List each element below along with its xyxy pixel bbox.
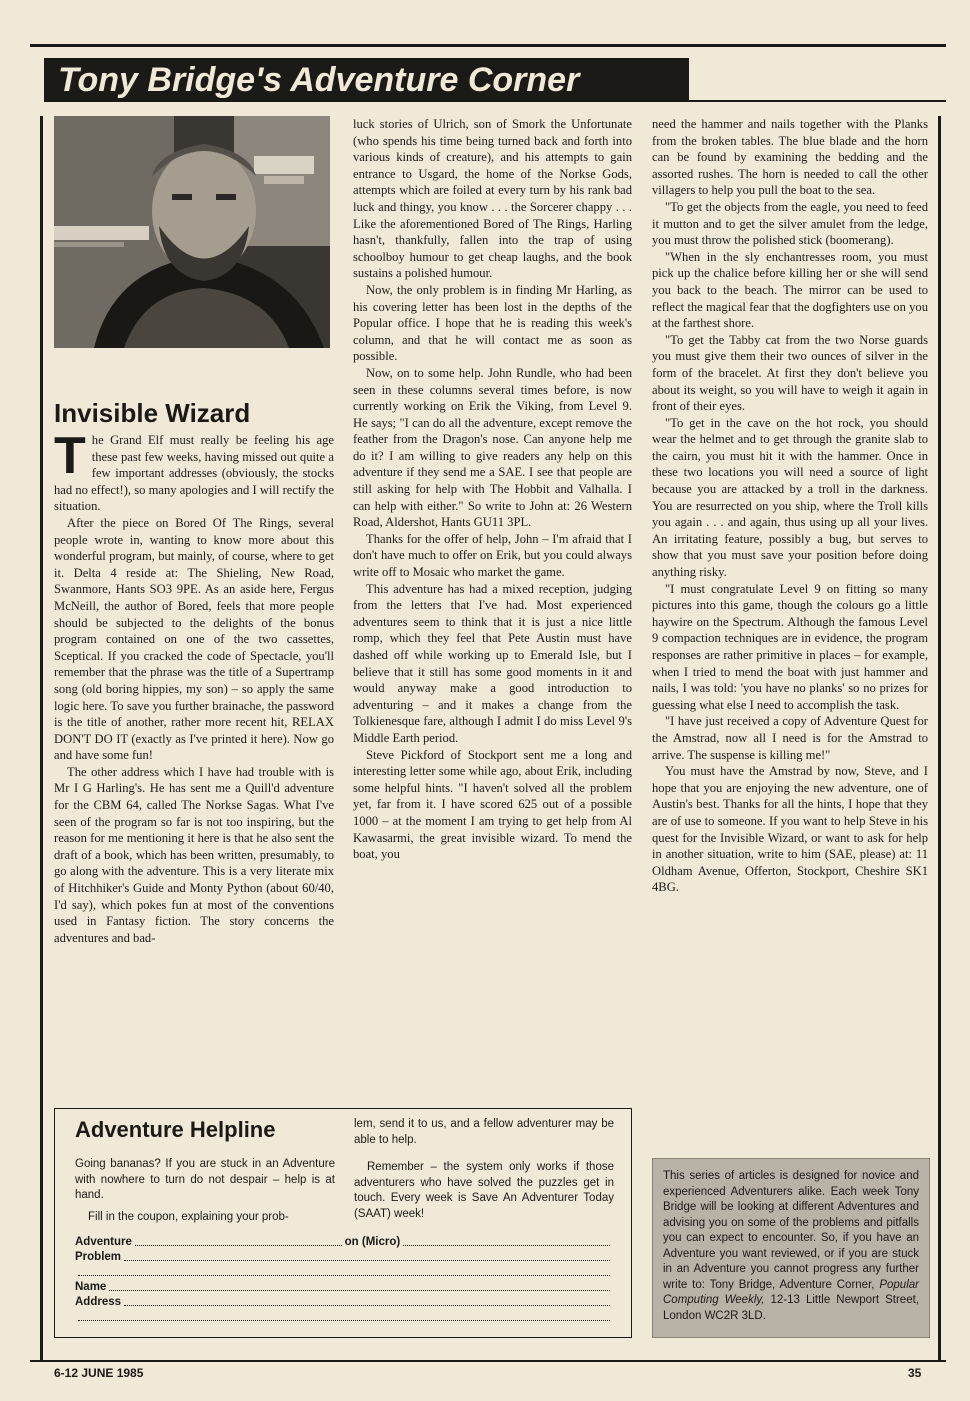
paragraph: Now, on to some help. John Rundle, who had been seen in these columns several times before, is now currently working on Erik the Viking, from Level 9. He says; "I can do all the adventure, except remove the feather from the Dragon's nose. Can anyone help me do it? I am willing to give readers any help on this adventure if they send me a SAE. I see that people are still asking for help with The Hobbit and Valhalla. I can help with either." So write to John at: 26 Western Road, Aldershot, Hants GU11 3PL. bbox=[353, 365, 632, 530]
right-column-rule bbox=[938, 116, 941, 1361]
coupon-adventure-label: Adventure bbox=[75, 1236, 132, 1248]
helpline-coupon bbox=[75, 1235, 613, 1325]
paragraph: "To get the Tabby cat from the two Norse guards you must give them their two ounces of silver in the form of the bracelet. At first they don't believe you about its weight, so you will have to weigh it again in front of their eyes. bbox=[652, 332, 928, 414]
helpline-paragraph: Going bananas? If you are stuck in an Adventure with nowhere to turn do not despair – help is at hand. bbox=[75, 1158, 335, 1201]
paragraph: need the hammer and nails together with the Planks from the broken tables. The blue blade and the horn can be found by examining the bedding and the assorted rushes. The horn is needed to call the other villagers to help you pull the boat to the sea. bbox=[652, 117, 928, 198]
coupon-problem-label: Problem bbox=[75, 1251, 122, 1263]
paragraph-text: he Grand Elf must really be feeling his age these past few weeks, having missed out quite a few important addresses (obviously, the stocks had no effect!), so many apologies and I will rectify the situation. bbox=[54, 433, 334, 514]
coupon-problem-line bbox=[75, 1250, 613, 1265]
paragraph: "I must congratulate Level 9 on fitting so many pictures into this game, though the colours go a little haywire on the Spectrum. Although the famous Level 9 compaction techniques are in evidence, the program responses are rather primitive in places – for example, when I tried to mend the boat with just hammer and nails, I was told: 'you have no planks' so no prizes for guessing what else I need to accomplish the task. bbox=[652, 581, 928, 712]
adventure-helpline-box bbox=[54, 1108, 632, 1338]
helpline-paragraph: lem, send it to us, and a fellow adventurer may be able to help. bbox=[354, 1118, 614, 1146]
page-number: 35 bbox=[908, 1366, 922, 1380]
coupon-name-label: Name bbox=[75, 1281, 107, 1293]
magazine-name: Popular Computing Weekly, bbox=[663, 1278, 919, 1306]
issue-date: 6-12 JUNE 1985 bbox=[54, 1366, 144, 1380]
series-info-text: This series of articles is designed for novice and experienced Adventurers alike. Each week Tony Bridge will be looking at different Adventures and advising you on some of the problems and pitfalls you can expect to encounter. So, if you have an Adventure you want reviewed, or if you are stuck in an Adventure you cannot progress any further write to: Tony Bridge, Adventure Corner, bbox=[663, 1170, 919, 1291]
banner-rule bbox=[689, 100, 946, 102]
coupon-address-line bbox=[75, 1295, 613, 1310]
helpline-left-text bbox=[75, 1157, 335, 1231]
page-title: Tony Bridge's Adventure Corner bbox=[44, 58, 689, 102]
paragraph: luck stories of Ulrich, son of Smork the Unfortunate (who spends his time being turned back and forth into various kinds of creature), and his attempts to gain entrance to Usgard, the home of the Norkse Gods, attempts which are foiled at every turn by his rank bad luck and thingy, you know . . . the Sorcerer chappy . . . Like the aforementioned Bored of The Rings, Harling hasn't, thankfully, fallen into the trap of using schoolboy humour to get cheap laughs, and the book sustains a polished humour. bbox=[353, 117, 632, 281]
top-rule bbox=[30, 44, 946, 47]
helpline-paragraph: Remember – the system only works if those adventurers who have solved the puzzles get in touch. Every week is Save An Adventurer Today (SAAT) week! bbox=[354, 1161, 614, 1220]
paragraph: Now, the only problem is in finding Mr Harling, as his covering letter has been lost in the depths of the Popular office. I hope that he is reading this week's column, and that he will contact me as soon as possible. bbox=[353, 282, 632, 364]
paragraph: This adventure has had a mixed reception, judging from the letters that I've had. Most experienced adventures seem to think that it is just a nice little romp, which they feel that Pete Austin must have dashed off while working up to Emerald Isle, but I believe that it still has some good moments in it and would anyway make a good introduction to adventuring – and it makes a change from the Tolkienesque fare, although I admit I do miss Level 9's Middle Earth period. bbox=[353, 581, 632, 745]
helpline-title: Adventure Helpline bbox=[75, 1117, 276, 1142]
paragraph: "To get in the cave on the hot rock, you should wear the helmet and to get through the granite slab to the cairn, you must hit it with the hammer. Once in these two locations you will need a source of light because you are attacked by a troll in the darkness. You are resurrected on you ship, where the Troll kills you again . . . and again, thus using up all your lives. An irritating feature, possibly a bug, but serves to show that you must save your position before doing anything risky. bbox=[652, 415, 928, 580]
coupon-micro-field[interactable] bbox=[403, 1244, 610, 1246]
coupon-name-field[interactable] bbox=[109, 1289, 610, 1291]
article-column-3 bbox=[652, 116, 928, 896]
article-column-2 bbox=[353, 116, 632, 863]
author-photo bbox=[54, 116, 330, 348]
left-column-rule bbox=[40, 116, 43, 1361]
article-column-1 bbox=[54, 427, 334, 946]
paragraph: "To get the objects from the eagle, you need to feed it mutton and to get the silver amulet from the ledge, you must throw the polished stick (boomerang). bbox=[652, 199, 928, 248]
paragraph: "When in the sly enchantresses room, you must pick up the chalice before killing her or she will send you back to the beach. The mirror can be used to reflect the magical fear that the dogfighters use on you at the farthest shore. bbox=[652, 249, 928, 331]
coupon-name-line bbox=[75, 1280, 613, 1295]
helpline-paragraph: Fill in the coupon, explaining your prob- bbox=[88, 1210, 289, 1223]
coupon-address-field[interactable] bbox=[124, 1304, 610, 1306]
drop-cap: T bbox=[54, 427, 86, 485]
coupon-address-field-continued[interactable] bbox=[78, 1319, 610, 1321]
coupon-problem-field-continued[interactable] bbox=[78, 1274, 610, 1276]
magazine-address: 12-13 Little Newport Street, London WC2R 3LD. bbox=[663, 1294, 919, 1322]
paragraph: Thanks for the offer of help, John – I'm afraid that I don't have much to offer on Erik, but you could always write off to Mosaic who market the game. bbox=[353, 531, 632, 580]
paragraph: "I have just received a copy of Adventure Quest for the Amstrad, now all I need is for the Amstrad to arrive. The suspense is killing me!" bbox=[652, 714, 928, 762]
article-heading: Invisible Wizard bbox=[54, 398, 251, 428]
coupon-blank-line bbox=[75, 1265, 613, 1280]
paragraph: Steve Pickford of Stockport sent me a long and interesting letter some while ago, about Erik, including some helpful hints. "I haven't solved all the problem yet, far from it. I have scored 625 out of a possible 1000 – at the moment I am trying to get help from Al Kawasarmi, the great invisible wizard. To mend the boat, you bbox=[353, 747, 632, 862]
coupon-adventure-line bbox=[75, 1235, 613, 1250]
coupon-address-label: Address bbox=[75, 1296, 122, 1308]
author-photo-graphic bbox=[54, 116, 330, 348]
series-info-box bbox=[652, 1158, 930, 1338]
paragraph: You must have the Amstrad by now, Steve, and I hope that you are enjoying the new adventure, one of Austin's best. Thanks for all the hints, I hope that they are of use to someone. If you want to help Steve in his quest for the Invisible Wizard, or want to ask for help in another situation, write to him (SAE, please) at: 11 Oldham Avenue, Offerton, Stockport, Cheshire SK1 4BG. bbox=[652, 764, 928, 895]
paragraph: After the piece on Bored Of The Rings, several people wrote in, wanting to know more about this wonderful program, but mainly, of course, where to get it. Delta 4 reside at: The Shieling, New Road, Swanmore, Hants SO3 9PE. As an aside here, Fergus McNeill, the author of Bored, feels that more people should be subjected to the delights of the bonus program contained on one of the two cassettes, Sceptical. If you cracked the code of Spectacle, you'll remember that the phrase was the title of a Supertramp song (old boring hippies, my son) – so apply the same logic here. To save you further brainache, the password is the title of another, rather more recent hit, RELAX DON'T DO IT (exactly as I've printed it here). Now go and have some fun! bbox=[54, 515, 334, 763]
bottom-rule bbox=[30, 1360, 946, 1362]
coupon-adventure-field[interactable] bbox=[135, 1244, 342, 1246]
coupon-micro-label: on (Micro) bbox=[344, 1236, 401, 1248]
helpline-right-text bbox=[354, 1117, 614, 1228]
coupon-blank-line bbox=[75, 1310, 613, 1325]
coupon-problem-field[interactable] bbox=[124, 1259, 610, 1261]
paragraph: The other address which I have had trouble with is Mr I G Harling's. He has sent me a Quill'd adventure for the CBM 64, called The Norkse Sagas. What I've seen of the program so far is not too inspiring, but the reason for me mentioning it here is that he also sent the draft of a book, which has been written, presumably, to go along with the adventure. This is a very literate mix of Hitchhiker's Guide and Monty Python (about 60/40, I'd say), which pokes fun at most of the conventions used in Fantasy fiction. The story concerns the adventures and bad- bbox=[54, 764, 334, 945]
paragraph bbox=[54, 427, 334, 515]
